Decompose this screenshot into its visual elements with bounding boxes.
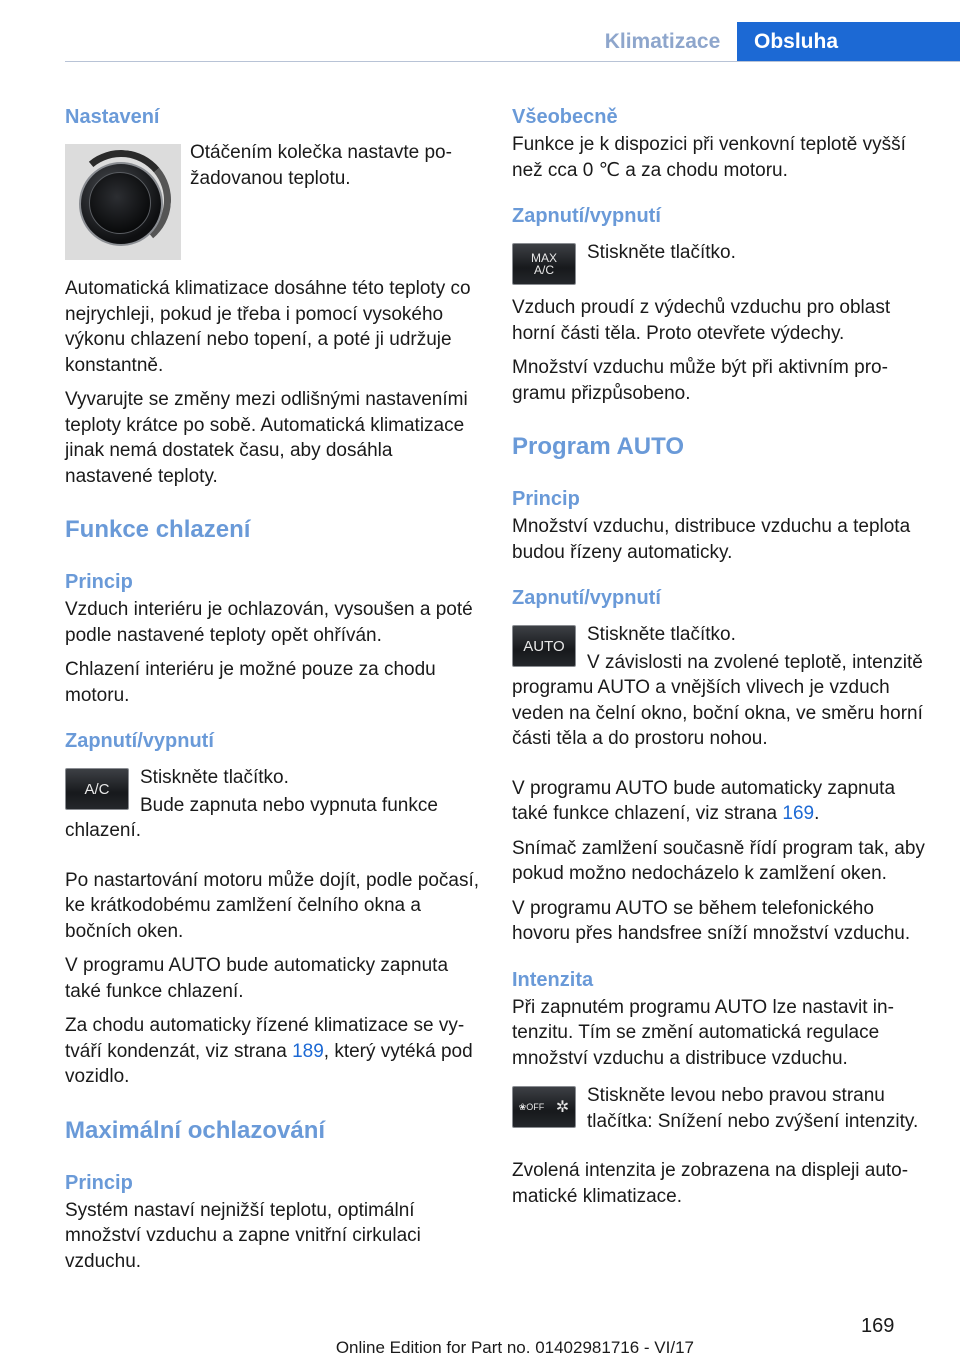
right-column (512, 104, 932, 1218)
ac-press-text: Stiskněte tlačítko. (140, 767, 289, 788)
edition-footer: Online Edition for Part no. 01402981716 - VI/17 (335, 1338, 694, 1357)
subheading-zapnuti: Zapnutí/vypnutí (65, 730, 214, 752)
subheading-vseobecne: Všeobecně (512, 106, 618, 128)
knob-block (65, 132, 480, 268)
paragraph: Množství vzduchu, distribuce vzduchu a teplota budou řízeny automaticky. (512, 516, 911, 563)
knob-inner-icon (89, 172, 151, 234)
nastaveni-text: Otáčením kolečka nastavte požadovanou teplotu. (190, 142, 452, 189)
paragraph: Vzduch proudí z výdechů vzduchu pro oblast horní části těla. Proto otevřete výdechy. (512, 297, 891, 344)
ac-button-image: A/C (65, 768, 129, 810)
page-link-189[interactable]: 189 (292, 1040, 324, 1062)
page-link-169[interactable]: 169 (782, 803, 815, 824)
section-tab-klimatizace: Klimatizace (604, 30, 721, 53)
paragraph: Při zapnutém programu AUTO lze nastavit intenzitu. Tím se změní automatická regulace množství vzduchu a distribuce vzduchu. (512, 996, 894, 1069)
paragraph: Automatická klimatizace dosáhne této teploty co nejrychleji, pokud je třeba i pomocí vysokého výkonu chlazení nebo topení, a poté ji udržuje konstantně. (65, 278, 471, 376)
section-heading-funkce-chlazeni: Funkce chlazení (65, 516, 251, 543)
fan-intensity-text: Stiskněte levou nebo pravou stranu tlačítka: Snížení nebo zvýšení intenzity. (587, 1085, 919, 1132)
paragraph: Systém nastaví nejnižší teplotu, optimální množství vzduchu a zapne vnitřní cirkulaci vzduchu. (65, 1199, 421, 1272)
subheading-zapnuti: Zapnutí/vypnutí (512, 587, 661, 609)
paragraph: V programu AUTO se během telefonického hovoru přes handsfree sníží množství vzduchu. (512, 897, 911, 944)
auto-press-text: Stiskněte tlačítko. (587, 624, 736, 645)
subheading-princip: Princip (65, 571, 133, 593)
paragraph: Po nastartování motoru může dojít, podle počasí, ke krátkodobému zamlžení čelního okna a bočních oken. (65, 869, 480, 942)
page-header (0, 0, 960, 62)
subheading-princip: Princip (512, 488, 580, 510)
subheading-nastaveni: Nastavení (65, 106, 160, 128)
left-column (65, 104, 480, 1283)
paragraph: Množství vzduchu může být při aktivním programu přizpůsobeno. (512, 357, 888, 404)
page-number: 169 (861, 1315, 895, 1337)
fan-button-block (512, 1080, 932, 1154)
subheading-princip: Princip (65, 1171, 133, 1194)
chapter-tab-obsluha: Obsluha (737, 22, 960, 62)
subheading-intenzita: Intenzita (512, 968, 594, 991)
fan-low-icon: ❀OFF (518, 1101, 545, 1112)
temperature-knob-image (65, 144, 181, 260)
fan-high-icon: ✲ (555, 1098, 570, 1116)
max-ac-button-block (512, 235, 932, 291)
paragraph: Zvolená intenzita je zobrazena na displeji automatické klimatizace. (512, 1160, 909, 1207)
paragraph: Vyvarujte se změny mezi odlišnými nastaveními teploty krátce po sobě. Automatická klimatizace jinak nemá dostatek času, aby dosáhla nastavené teploty. (65, 389, 468, 487)
max-ac-button-image: MAX A/C (512, 243, 576, 285)
paragraph-auto-cooling: V programu AUTO bude automaticky zapnuta také funkce chlazení, viz strana 169. (512, 777, 896, 824)
auto-desc-text: V závislosti na zvolené teplotě, intenzitě programu AUTO a vnějších vlivech je vzduch veden na čelní okno, boční okna, ve směru horní části těla a do prostoru nohou. (512, 651, 923, 749)
auto-button-image: AUTO (512, 625, 576, 667)
paragraph: Vzduch interiéru je ochlazován, vysoušen a poté podle nastavené teploty opět ohříván. (65, 599, 473, 646)
fan-intensity-button-image (512, 1086, 576, 1128)
paragraph: Chlazení interiéru je možné pouze za chodu motoru. (65, 659, 436, 706)
header-rule (65, 61, 960, 62)
section-heading-program-auto: Program AUTO (512, 433, 685, 460)
paragraph: Funkce je k dispozici při venkovní teplotě vyšší než cca 0 ℃ a za chodu motoru. (512, 134, 906, 181)
ac-desc-text: Bude zapnuta nebo vypnuta funkce chlazení. (65, 794, 438, 841)
paragraph-condensate: Za chodu automaticky řízené klimatizace se vytváří kondenzát, viz strana 189, který vytéká pod vozidlo. (65, 1015, 473, 1087)
section-heading-max-ochlazovani: Maximální ochlazování (65, 1116, 326, 1144)
max-press-text: Stiskněte tlačítko. (587, 242, 736, 263)
ac-button-block (65, 760, 480, 864)
paragraph: Snímač zamlžení současně řídí program tak, aby pokud možno nedocházelo k zamlžení oken. (512, 837, 925, 884)
subheading-zapnuti: Zapnutí/vypnutí (512, 205, 661, 227)
paragraph: V programu AUTO bude automaticky zapnuta také funkce chlazení. (65, 955, 449, 1002)
auto-button-block (512, 617, 932, 772)
